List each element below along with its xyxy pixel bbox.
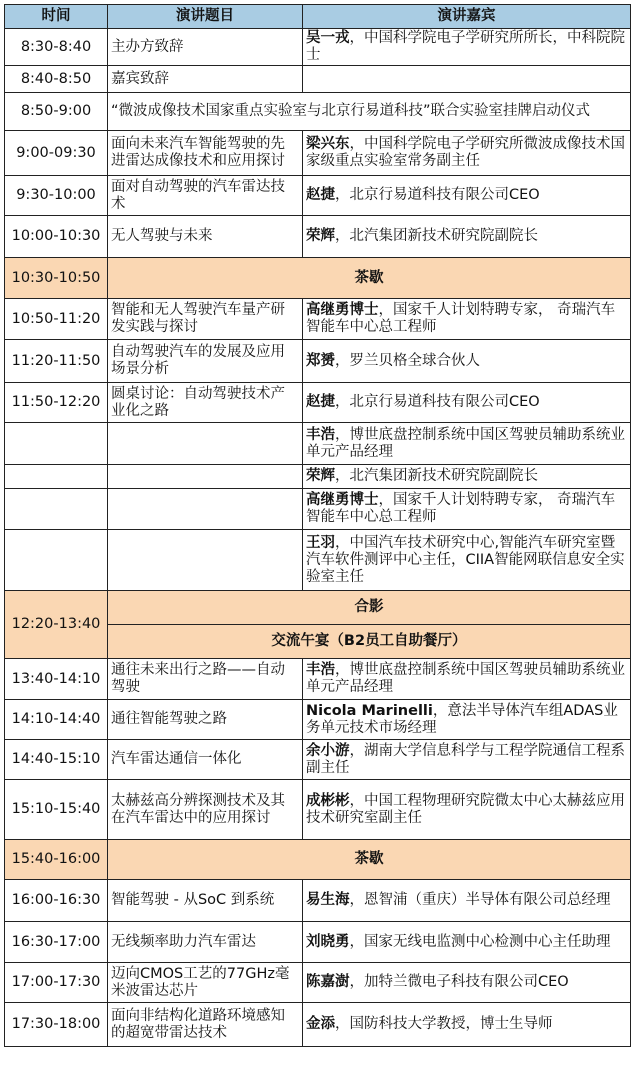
speaker-cell [303, 465, 631, 489]
speaker-affiliation: ，中国汽车技术研究中心,智能汽车研究室暨汽车软件测评中心主任，CIIA智能网联信息安全实验室主任 [306, 534, 625, 585]
session-row [5, 700, 631, 740]
topic-cell: 太赫兹高分辨探测技术及其在汽车雷达中的应用探讨 [108, 780, 303, 840]
session-row [5, 131, 631, 176]
speaker-cell [303, 659, 631, 700]
speaker-affiliation: ，加特兰微电子科技有限公司CEO [349, 974, 569, 990]
speaker-affiliation: ，北京行易道科技有限公司CEO [335, 187, 540, 203]
ceremony-cell: “微波成像技术国家重点实验室与北京行易道科技”联合实验室挂牌启动仪式 [108, 93, 631, 131]
time-cell: 9:30-10:00 [5, 176, 108, 216]
speaker-name: 余小游 [306, 742, 350, 759]
topic-cell: 智能和无人驾驶汽车量产研发实践与探讨 [108, 299, 303, 340]
speaker-cell [303, 530, 631, 591]
session-row [5, 880, 631, 922]
session-row [5, 66, 631, 93]
speaker-cell [303, 880, 631, 922]
topic-cell: 主办方致辞 [108, 29, 303, 66]
topic-cell [108, 489, 303, 530]
session-row [5, 383, 631, 423]
time-cell: 10:30-10:50 [5, 258, 108, 299]
speaker-affiliation: ，湖南大学信息科学与工程学院通信工程系副主任 [306, 742, 625, 776]
time-cell [5, 423, 108, 465]
session-row [5, 963, 631, 1003]
topic-cell: 智能驾驶 - 从SoC 到系统 [108, 880, 303, 922]
speaker-affiliation: ，博世底盘控制系统中国区驾驶员辅助系统业单元产品经理 [306, 662, 625, 695]
header-time: 时间 [5, 5, 108, 29]
header-speaker: 演讲嘉宾 [303, 5, 631, 29]
time-cell: 12:20-13:40 [5, 591, 108, 659]
topic-cell: 面向未来汽车智能驾驶的先进雷达成像技术和应用探讨 [108, 131, 303, 176]
speaker-name: 王羽 [306, 534, 335, 551]
time-cell: 9:00-09:30 [5, 131, 108, 176]
topic-cell: 圆桌讨论：自动驾驶技术产业化之路 [108, 383, 303, 423]
topic-cell: 无人驾驶与未来 [108, 216, 303, 258]
break-title: 茶歇 [108, 840, 631, 880]
topic-cell: 面对自动驾驶的汽车雷达技术 [108, 176, 303, 216]
speaker-affiliation: ，恩智浦（重庆）半导体有限公司总经理 [349, 892, 611, 908]
topic-cell [108, 423, 303, 465]
header-row [5, 5, 631, 29]
speaker-name: 陈嘉澍 [306, 974, 350, 990]
speaker-affiliation: ，意法半导体汽车组ADAS业务单元技术市场经理 [306, 702, 618, 736]
time-cell: 8:40-8:50 [5, 66, 108, 93]
speaker-affiliation: ，北京行易道科技有限公司CEO [335, 394, 540, 410]
time-cell [5, 465, 108, 489]
speaker-name: 荣辉 [306, 228, 335, 244]
speaker-name: 金添 [306, 1016, 335, 1032]
time-cell: 16:00-16:30 [5, 880, 108, 922]
speaker-name: 赵捷 [306, 394, 335, 410]
time-cell [5, 530, 108, 591]
agenda-table [4, 4, 631, 1047]
topic-cell [108, 530, 303, 591]
session-row [5, 176, 631, 216]
speaker-cell [303, 216, 631, 258]
speaker-affiliation: ，国家无线电监测中心检测中心主任助理 [349, 933, 611, 950]
speaker-name: 丰浩 [306, 426, 335, 443]
speaker-cell [303, 66, 631, 93]
speaker-name: Nicola Marinelli [306, 702, 433, 719]
time-cell: 13:40-14:10 [5, 659, 108, 700]
topic-cell: 嘉宾致辞 [108, 66, 303, 93]
session-row [5, 423, 631, 465]
break-row [5, 591, 631, 625]
time-cell: 15:40-16:00 [5, 840, 108, 880]
topic-cell: 无线频率助力汽车雷达 [108, 922, 303, 963]
time-cell: 8:50-9:00 [5, 93, 108, 131]
session-row [5, 340, 631, 383]
session-row [5, 93, 631, 131]
speaker-cell [303, 489, 631, 530]
speaker-cell [303, 29, 631, 66]
session-row [5, 1003, 631, 1047]
speaker-affiliation: ，中国科学院电子学研究所微波成像技术国家级重点实验室常务副主任 [306, 136, 625, 169]
session-row [5, 780, 631, 840]
speaker-name: 丰浩 [306, 662, 335, 678]
topic-cell: 自动驾驶汽车的发展及应用场景分析 [108, 340, 303, 383]
topic-cell: 汽车雷达通信一体化 [108, 740, 303, 780]
topic-cell: 通往未来出行之路——自动驾驶 [108, 659, 303, 700]
speaker-name: 高继勇博士 [306, 492, 379, 508]
speaker-name: 高继勇博士 [306, 302, 379, 318]
speaker-affiliation: ，北汽集团新技术研究院副院长 [335, 228, 538, 244]
session-row [5, 29, 631, 66]
speaker-affiliation: ，中国工程物理研究院微太中心太赫兹应用技术研究室副主任 [306, 792, 625, 826]
time-cell: 17:30-18:00 [5, 1003, 108, 1047]
speaker-name: 易生海 [306, 892, 350, 908]
speaker-name: 赵捷 [306, 187, 335, 203]
topic-cell [108, 465, 303, 489]
speaker-cell [303, 740, 631, 780]
topic-cell: 迈向CMOS工艺的77GHz毫米波雷达芯片 [108, 963, 303, 1003]
time-cell: 14:10-14:40 [5, 700, 108, 740]
time-cell: 15:10-15:40 [5, 780, 108, 840]
speaker-cell [303, 299, 631, 340]
topic-cell: 通往智能驾驶之路 [108, 700, 303, 740]
speaker-affiliation: ，中国科学院电子学研究所所长，中科院院士 [306, 30, 625, 63]
speaker-cell [303, 922, 631, 963]
time-cell: 11:50-12:20 [5, 383, 108, 423]
speaker-affiliation: ，国家千人计划特聘专家， 奇瑞汽车智能车中心总工程师 [306, 492, 616, 525]
time-cell [5, 489, 108, 530]
time-cell: 14:40-15:10 [5, 740, 108, 780]
lunch-title: 交流午宴（B2员工自助餐厅） [108, 625, 631, 659]
break-title: 合影 [108, 591, 631, 625]
speaker-cell [303, 131, 631, 176]
break-row [5, 258, 631, 299]
speaker-affiliation: ，国家千人计划特聘专家， 奇瑞汽车智能车中心总工程师 [306, 302, 616, 335]
break-row [5, 840, 631, 880]
session-row [5, 530, 631, 591]
speaker-cell [303, 700, 631, 740]
session-row [5, 489, 631, 530]
speaker-cell [303, 176, 631, 216]
speaker-affiliation: ，博世底盘控制系统中国区驾驶员辅助系统业单元产品经理 [306, 426, 625, 460]
speaker-name: 梁兴东 [306, 136, 350, 152]
speaker-name: 荣辉 [306, 468, 335, 484]
session-row [5, 216, 631, 258]
speaker-name: 郑赟 [306, 352, 335, 369]
session-row [5, 299, 631, 340]
header-topic: 演讲题目 [108, 5, 303, 29]
time-cell: 16:30-17:00 [5, 922, 108, 963]
speaker-cell [303, 383, 631, 423]
time-cell: 10:00-10:30 [5, 216, 108, 258]
time-cell: 10:50-11:20 [5, 299, 108, 340]
speaker-cell [303, 963, 631, 1003]
speaker-name: 刘晓勇 [306, 933, 350, 950]
speaker-affiliation: ，罗兰贝格全球合伙人 [335, 352, 480, 369]
break-title: 茶歇 [108, 258, 631, 299]
speaker-name: 吴一戎 [306, 30, 350, 46]
topic-cell: 面向非结构化道路环境感知的超宽带雷达技术 [108, 1003, 303, 1047]
speaker-cell [303, 340, 631, 383]
speaker-name: 成彬彬 [306, 792, 350, 809]
session-row [5, 659, 631, 700]
time-cell: 17:00-17:30 [5, 963, 108, 1003]
speaker-cell [303, 1003, 631, 1047]
session-row [5, 740, 631, 780]
session-row [5, 465, 631, 489]
speaker-cell [303, 423, 631, 465]
speaker-affiliation: ，北汽集团新技术研究院副院长 [335, 468, 538, 484]
speaker-affiliation: ，国防科技大学教授，博士生导师 [335, 1016, 553, 1032]
speaker-cell [303, 780, 631, 840]
session-row [5, 922, 631, 963]
time-cell: 8:30-8:40 [5, 29, 108, 66]
time-cell: 11:20-11:50 [5, 340, 108, 383]
